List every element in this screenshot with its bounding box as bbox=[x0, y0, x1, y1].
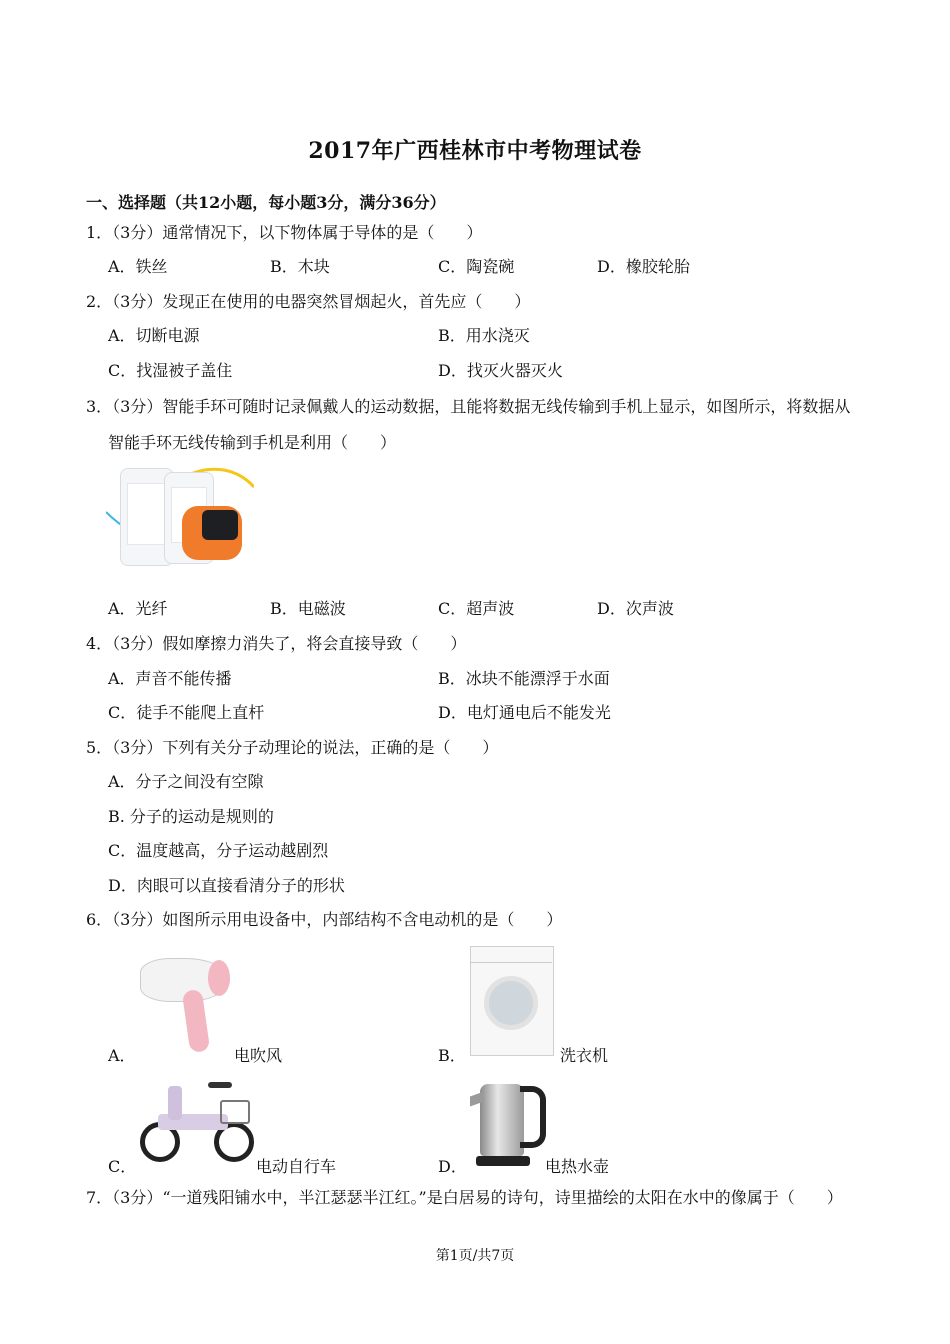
question-7-stem: 7．（3分）“一道残阳铺水中，半江瑟瑟半江红。”是白居易的诗句，诗里描绘的太阳在水中的像属于（ ） bbox=[86, 1188, 843, 1207]
section-heading: 一、选择题（共12小题，每小题3分，满分36分） bbox=[86, 193, 446, 212]
q4-option-a: A．声音不能传播 bbox=[108, 669, 232, 688]
q3-option-d: D．次声波 bbox=[597, 599, 674, 618]
q6-option-a-letter: A． bbox=[108, 1046, 136, 1065]
q2-option-a: A．切断电源 bbox=[108, 326, 200, 345]
q1-option-d: D．橡胶轮胎 bbox=[597, 257, 690, 276]
hair-dryer-icon bbox=[136, 950, 232, 1054]
q2-option-d: D．找灭火器灭火 bbox=[438, 361, 563, 380]
electric-bicycle-icon bbox=[138, 1078, 252, 1168]
q5-option-c: C．温度越高，分子运动越剧烈 bbox=[108, 841, 329, 860]
q6-option-d-letter: D． bbox=[438, 1157, 467, 1176]
question-3-stem: 3．（3分）智能手环可随时记录佩戴人的运动数据，且能将数据无线传输到手机上显示，如图所示，将数据从 bbox=[86, 397, 851, 416]
q5-option-b: B. 分子的运动是规则的 bbox=[108, 807, 274, 826]
page-footer: 第1页/共7页 bbox=[435, 1248, 515, 1264]
q2-option-c: C．找湿被子盖住 bbox=[108, 361, 233, 380]
q4-option-c: C．徒手不能爬上直杆 bbox=[108, 703, 265, 722]
electric-kettle-icon bbox=[470, 1076, 544, 1170]
question-6-stem: 6．（3分）如图所示用电设备中，内部结构不含电动机的是（ ） bbox=[86, 910, 563, 929]
q6-option-b-label: 洗衣机 bbox=[560, 1046, 609, 1065]
q6-option-a-label: 电吹风 bbox=[234, 1046, 283, 1065]
q1-option-b: B．木块 bbox=[270, 257, 330, 276]
question-2-stem: 2．（3分）发现正在使用的电器突然冒烟起火，首先应（ ） bbox=[86, 292, 531, 311]
q3-option-a: A．光纤 bbox=[108, 599, 168, 618]
q5-option-d: D．肉眼可以直接看清分子的形状 bbox=[108, 876, 345, 895]
q6-option-d-label: 电热水壶 bbox=[545, 1157, 610, 1176]
question-3-stem-cont: 智能手环无线传输到手机是利用（ ） bbox=[108, 433, 397, 452]
q6-option-c-label: 电动自行车 bbox=[256, 1157, 337, 1176]
washing-machine-icon bbox=[470, 946, 554, 1056]
q5-option-a: A．分子之间没有空隙 bbox=[108, 772, 264, 791]
q3-option-b: B．电磁波 bbox=[270, 599, 346, 618]
question-5-stem: 5．（3分）下列有关分子动理论的说法，正确的是（ ） bbox=[86, 738, 499, 757]
q1-option-a: A．铁丝 bbox=[108, 257, 168, 276]
page-title: 2017年广西桂林市中考物理试卷 bbox=[308, 138, 642, 164]
q4-option-d: D．电灯通电后不能发光 bbox=[438, 703, 611, 722]
q6-option-b-letter: B． bbox=[438, 1046, 466, 1065]
q2-option-b: B．用水浇灭 bbox=[438, 326, 530, 345]
q1-option-c: C．陶瓷碗 bbox=[438, 257, 515, 276]
q6-option-c-letter: C． bbox=[108, 1157, 137, 1176]
smart-band-phone-image bbox=[106, 462, 254, 566]
question-4-stem: 4．（3分）假如摩擦力消失了，将会直接导致（ ） bbox=[86, 634, 467, 653]
q4-option-b: B．冰块不能漂浮于水面 bbox=[438, 669, 610, 688]
question-1-stem: 1．（3分）通常情况下，以下物体属于导体的是（ ） bbox=[86, 223, 483, 242]
q3-option-c: C．超声波 bbox=[438, 599, 515, 618]
